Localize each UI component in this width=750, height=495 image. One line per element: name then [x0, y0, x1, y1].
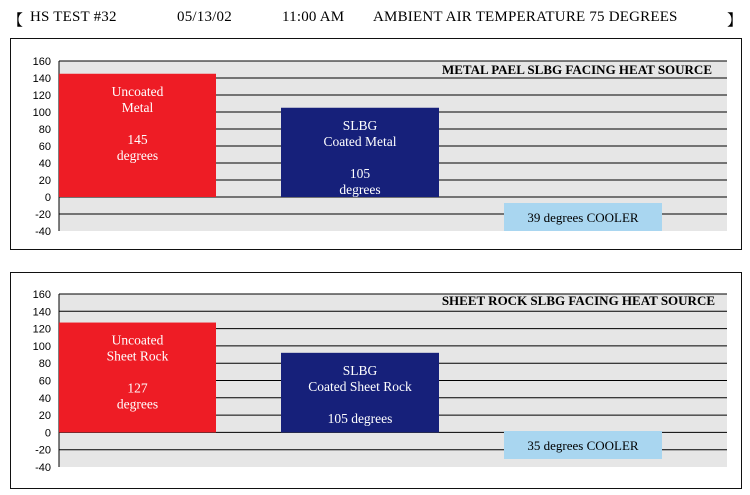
- y-tick-label: -20: [35, 444, 51, 457]
- y-tick-label: 20: [38, 175, 51, 187]
- cooler-annotation-text: 35 degrees COOLER: [527, 438, 639, 453]
- bar-label: SLBG: [342, 117, 378, 133]
- header-time: 11:00 AM: [282, 9, 345, 25]
- header-test-number: HS TEST #32: [30, 9, 117, 25]
- bar-label: Metal: [121, 99, 154, 115]
- y-tick-label: -40: [35, 226, 51, 238]
- y-tick-label: -20: [35, 209, 51, 221]
- bar-label: Uncoated: [111, 332, 164, 348]
- header-left-bracket: 【: [8, 13, 24, 29]
- bar-label: degrees: [116, 147, 159, 163]
- bar-label: 127: [127, 380, 148, 396]
- bar-label: degrees: [116, 396, 159, 412]
- metal-panel-chart-svg: [11, 39, 741, 249]
- y-tick-label: 60: [38, 375, 51, 388]
- y-tick-label: 80: [38, 124, 51, 136]
- y-tick-label: 140: [32, 306, 51, 319]
- y-tick-label: 80: [38, 358, 51, 371]
- report-header: [0, 0, 750, 34]
- metal-panel-chart: [10, 38, 742, 250]
- chart-title: SHEET ROCK SLBG FACING HEAT SOURCE: [441, 293, 715, 308]
- bar-label: degrees: [339, 181, 381, 197]
- y-tick-label: 20: [38, 410, 51, 423]
- sheet-rock-chart-svg: [11, 273, 741, 488]
- y-tick-label: 60: [38, 141, 51, 153]
- y-tick-label: 0: [44, 427, 51, 440]
- y-tick-label: 40: [38, 392, 51, 405]
- y-tick-label: 100: [32, 340, 51, 353]
- bar-label: Uncoated: [111, 83, 164, 99]
- header-right-bracket: 】: [727, 13, 743, 29]
- y-tick-label: 160: [32, 56, 51, 68]
- bar-label: SLBG: [342, 362, 378, 378]
- chart-title: METAL PAEL SLBG FACING HEAT SOURCE: [441, 62, 712, 77]
- y-tick-label: 40: [38, 158, 51, 170]
- bar-label: Coated Metal: [323, 133, 397, 149]
- y-tick-label: 120: [32, 90, 51, 102]
- y-tick-label: 0: [44, 192, 51, 204]
- sheet-rock-chart: [10, 272, 742, 489]
- y-tick-label: -40: [35, 462, 51, 474]
- y-tick-label: 160: [32, 289, 51, 301]
- bar-label: Coated Sheet Rock: [308, 378, 412, 394]
- header-ambient-temperature: AMBIENT AIR TEMPERATURE 75 DEGREES: [373, 9, 678, 25]
- y-tick-label: 140: [32, 73, 51, 85]
- bar-label: Sheet Rock: [106, 348, 169, 364]
- bar-label: 105: [349, 165, 371, 181]
- bar-label: 105 degrees: [327, 410, 393, 426]
- y-tick-label: 120: [32, 323, 51, 336]
- cooler-annotation-text: 39 degrees COOLER: [527, 210, 639, 225]
- y-tick-label: 100: [32, 107, 51, 119]
- header-date: 05/13/02: [177, 9, 232, 25]
- bar-label: 145: [127, 131, 148, 147]
